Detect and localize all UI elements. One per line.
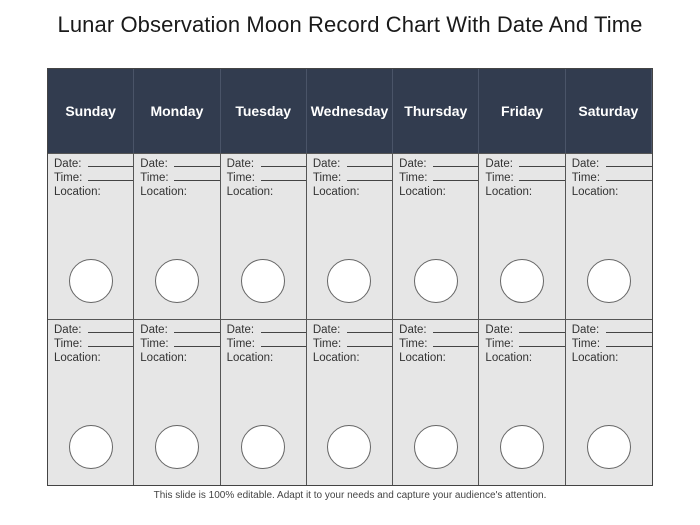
date-entry-line[interactable] [519, 332, 564, 333]
time-label: Time: [140, 172, 169, 184]
location-label: Location: [140, 352, 187, 364]
location-label: Location: [485, 186, 533, 198]
location-label: Location: [571, 186, 619, 198]
day-header-monday: Monday [134, 69, 220, 153]
record-cell-sunday-1 [48, 153, 134, 319]
moon-circle-icon[interactable] [327, 425, 371, 469]
location-label: Location: [485, 352, 533, 364]
date-entry-line[interactable] [88, 166, 133, 167]
time-entry-line[interactable] [606, 180, 652, 181]
time-entry-line[interactable] [433, 346, 478, 347]
time-label: Time: [312, 172, 342, 184]
location-label: Location: [399, 186, 446, 198]
time-label: Time: [54, 172, 83, 184]
observation-table [47, 68, 653, 486]
date-label: Date: [571, 158, 600, 170]
time-label: Time: [485, 338, 514, 350]
date-entry-line[interactable] [347, 166, 392, 167]
date-label: Date: [140, 158, 168, 170]
date-label: Date: [54, 158, 82, 170]
time-label: Time: [399, 172, 428, 184]
date-entry-line[interactable] [519, 166, 564, 167]
record-cell-saturday-1 [566, 153, 652, 319]
time-entry-line[interactable] [519, 346, 564, 347]
moon-circle-icon[interactable] [500, 259, 544, 303]
moon-circle-icon[interactable] [587, 425, 631, 469]
date-entry-line[interactable] [606, 332, 652, 333]
date-entry-line[interactable] [174, 166, 219, 167]
date-entry-line[interactable] [261, 332, 306, 333]
date-label: Date: [485, 324, 513, 336]
record-cell-monday-1 [134, 153, 220, 319]
date-label: Date: [399, 158, 427, 170]
date-entry-line[interactable] [347, 332, 392, 333]
record-cell-thursday-2 [393, 319, 479, 485]
time-label: Time: [312, 338, 342, 350]
record-cell-sunday-2 [48, 319, 134, 485]
time-entry-line[interactable] [433, 180, 478, 181]
moon-circle-icon[interactable] [155, 425, 199, 469]
date-entry-line[interactable] [606, 166, 652, 167]
moon-circle-icon[interactable] [327, 259, 371, 303]
record-cell-friday-1 [479, 153, 565, 319]
time-entry-line[interactable] [606, 346, 652, 347]
time-label: Time: [54, 338, 83, 350]
time-label: Time: [226, 172, 255, 184]
date-label: Date: [312, 158, 341, 170]
location-label: Location: [226, 352, 274, 364]
day-header-wednesday: Wednesday [307, 69, 393, 153]
date-entry-line[interactable] [433, 332, 478, 333]
time-label: Time: [571, 338, 601, 350]
date-label: Date: [140, 324, 168, 336]
day-header-thursday: Thursday [393, 69, 479, 153]
time-label: Time: [226, 338, 255, 350]
time-entry-line[interactable] [174, 346, 219, 347]
location-label: Location: [399, 352, 446, 364]
time-entry-line[interactable] [261, 180, 306, 181]
time-label: Time: [140, 338, 169, 350]
time-label: Time: [571, 172, 601, 184]
date-entry-line[interactable] [174, 332, 219, 333]
location-label: Location: [312, 352, 360, 364]
location-label: Location: [54, 186, 101, 198]
moon-circle-icon[interactable] [155, 259, 199, 303]
time-entry-line[interactable] [519, 180, 564, 181]
day-header-sunday: Sunday [48, 69, 134, 153]
record-cell-friday-2 [479, 319, 565, 485]
location-label: Location: [226, 186, 274, 198]
date-label: Date: [226, 324, 255, 336]
location-label: Location: [54, 352, 101, 364]
date-label: Date: [485, 158, 513, 170]
time-entry-line[interactable] [347, 346, 392, 347]
location-label: Location: [140, 186, 187, 198]
time-entry-line[interactable] [88, 346, 133, 347]
day-header-tuesday: Tuesday [221, 69, 307, 153]
moon-circle-icon[interactable] [414, 259, 458, 303]
page-title: Lunar Observation Moon Record Chart With Date And Time [57, 12, 643, 37]
moon-circle-icon[interactable] [69, 425, 113, 469]
record-cell-tuesday-2 [221, 319, 307, 485]
footer-note: This slide is 100% editable. Adapt it to your needs and capture your audience's attention. [153, 490, 547, 501]
date-label: Date: [399, 324, 427, 336]
record-cell-wednesday-2 [307, 319, 393, 485]
date-entry-line[interactable] [433, 166, 478, 167]
moon-circle-icon[interactable] [241, 425, 285, 469]
moon-circle-icon[interactable] [500, 425, 544, 469]
record-cell-tuesday-1 [221, 153, 307, 319]
date-label: Date: [312, 324, 341, 336]
record-cell-thursday-1 [393, 153, 479, 319]
location-label: Location: [571, 352, 619, 364]
record-cell-saturday-2 [566, 319, 652, 485]
record-cell-wednesday-1 [307, 153, 393, 319]
time-entry-line[interactable] [88, 180, 133, 181]
moon-circle-icon[interactable] [241, 259, 285, 303]
date-label: Date: [226, 158, 255, 170]
date-entry-line[interactable] [88, 332, 133, 333]
moon-circle-icon[interactable] [414, 425, 458, 469]
time-label: Time: [399, 338, 428, 350]
location-label: Location: [312, 186, 360, 198]
moon-circle-icon[interactable] [69, 259, 113, 303]
date-label: Date: [571, 324, 600, 336]
record-cell-monday-2 [134, 319, 220, 485]
day-header-saturday: Saturday [566, 69, 652, 153]
moon-circle-icon[interactable] [587, 259, 631, 303]
date-entry-line[interactable] [261, 166, 306, 167]
day-header-friday: Friday [479, 69, 565, 153]
time-entry-line[interactable] [261, 346, 306, 347]
time-label: Time: [485, 172, 514, 184]
time-entry-line[interactable] [347, 180, 392, 181]
date-label: Date: [54, 324, 82, 336]
time-entry-line[interactable] [174, 180, 219, 181]
